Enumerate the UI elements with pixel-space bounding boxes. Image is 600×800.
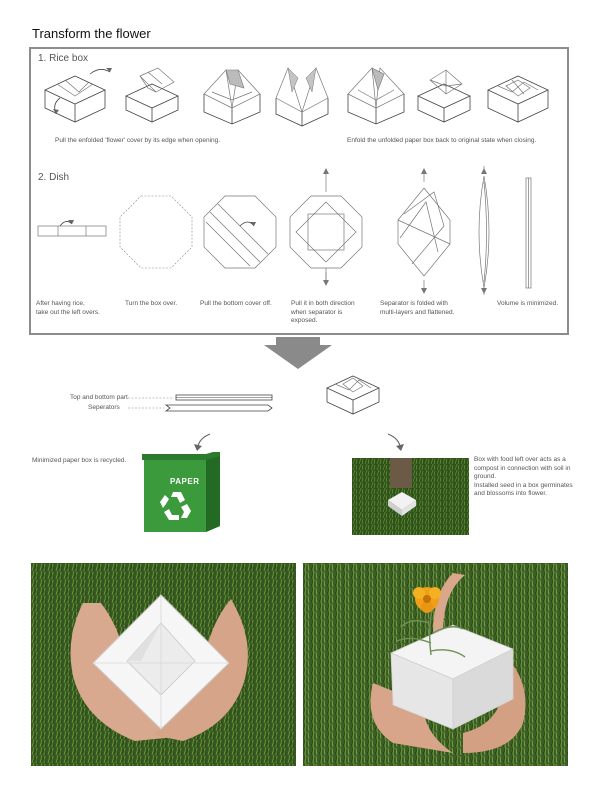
rice-box-step-7 xyxy=(488,76,548,122)
hands-flower-photo xyxy=(303,563,568,766)
dish-sequence xyxy=(34,160,564,295)
dish-step-caption-4: Pull it in both direction when separator is exposed. xyxy=(291,300,355,324)
rice-box-sequence xyxy=(40,60,560,135)
compost-photo xyxy=(352,458,469,535)
rice-box-step-4 xyxy=(276,68,328,126)
down-arrow-icon xyxy=(262,337,334,371)
rice-box-small xyxy=(325,372,381,420)
rice-box-open-caption: Pull the enfolded 'flower' cover by its edge when opening. xyxy=(55,137,221,144)
dish-step-caption-5: Separator is folded with multi-layers and flattened. xyxy=(380,300,455,316)
rice-box-step-3 xyxy=(204,70,260,124)
dish-step-3 xyxy=(204,196,276,268)
dish-step-caption-2: Turn the box over. xyxy=(125,300,178,307)
dish-step-5 xyxy=(398,188,450,276)
parts-diagram xyxy=(128,392,278,414)
dish-step-1 xyxy=(38,220,106,236)
rice-box-step-5 xyxy=(348,68,404,124)
curved-arrow-icon xyxy=(90,69,110,74)
dish-step-2 xyxy=(120,196,192,268)
rice-box-close-caption: Enfold the unfolded paper box back to original state when closing. xyxy=(347,137,537,144)
curved-arrow-icon xyxy=(190,432,216,452)
page-title: Transform the flower xyxy=(32,26,151,41)
recycling-bin xyxy=(140,452,224,536)
rice-box-step-2 xyxy=(126,68,178,122)
recycle-caption: Minimized paper box is recycled. xyxy=(32,457,127,464)
dish-step-caption-3: Pull the bottom cover off. xyxy=(200,300,272,307)
curved-arrow-icon xyxy=(384,432,410,452)
dish-step-7 xyxy=(526,178,531,288)
bin-label: PAPER xyxy=(170,477,200,486)
compost-caption: Box with food left over acts as a compost in connection with soil in ground. Installed seed in a box germinates and blossoms into flower. xyxy=(474,456,573,497)
hands-box-photo xyxy=(31,563,296,766)
rice-box-heading: 1. Rice box xyxy=(38,53,89,64)
dish-step-4 xyxy=(290,184,362,280)
dish-step-6 xyxy=(479,166,489,295)
rice-box-step-6 xyxy=(418,70,470,122)
separators-label: Seperators xyxy=(88,404,120,411)
dish-heading: 2. Dish xyxy=(38,172,70,183)
curved-arrow-icon-head xyxy=(53,109,59,114)
top-bottom-label: Top and bottom part xyxy=(70,394,128,401)
dish-step-caption-1: After having rice, take out the left overs. xyxy=(36,300,100,316)
rice-box-step-1 xyxy=(45,76,105,122)
dish-step-caption-6: Volume is minimized. xyxy=(497,300,559,307)
